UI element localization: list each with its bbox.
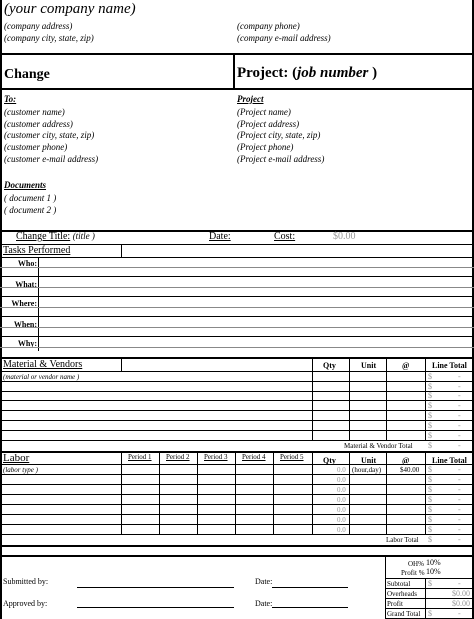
labor-col-qty: Qty (323, 456, 336, 465)
profit-label: Profit (387, 600, 403, 608)
grand-total-label: Grand Total (387, 610, 421, 618)
company-email: (company e-mail address) (237, 33, 331, 43)
project-heading: Project: (job number ) (237, 65, 378, 81)
submitted-date-field[interactable] (272, 587, 348, 588)
ohp-value: 10% (426, 558, 441, 567)
labor-period-1: Period 1 (128, 453, 152, 461)
change-heading: Change (4, 67, 50, 82)
change-title-value: (title ) (72, 231, 95, 241)
task-when-label: When: (13, 320, 37, 329)
approved-date-field[interactable] (272, 607, 348, 608)
task-where-label: Where: (11, 299, 37, 308)
customer-address: (customer address) (4, 119, 73, 129)
subtotal-value: - (458, 579, 461, 588)
labor-col-at: @ (402, 456, 410, 465)
change-row-bottom (0, 244, 474, 245)
customer-phone: (customer phone) (4, 142, 68, 152)
header-split (233, 53, 235, 88)
header-bottom (0, 88, 474, 90)
overheads-value: $0.00 (452, 589, 470, 598)
material-vendor-total-value: - (458, 441, 461, 450)
submitted-by-label: Submitted by: (3, 577, 49, 586)
header-divider (0, 53, 474, 55)
labor-type-placeholder: (labor type ) (3, 466, 38, 474)
subtotal-label: Subtotal (387, 580, 411, 588)
profit-pct-value: 10% (426, 567, 441, 576)
tasks-heading: Tasks Performed (3, 245, 71, 256)
project-address: (Project address) (237, 119, 300, 129)
materials-col-qty: Qty (323, 361, 336, 370)
ohp-label: OH% (408, 560, 424, 568)
submitted-date-label: Date: (255, 577, 273, 586)
company-name: (your company name) (4, 1, 136, 17)
project-phone: (Project phone) (237, 142, 294, 152)
frame-left (0, 0, 2, 619)
labor-total-label: Labor Total (386, 536, 419, 544)
task-who-label: Who: (17, 259, 37, 268)
task-what-label: What: (15, 280, 37, 289)
document-2: ( document 2 ) (4, 205, 57, 215)
change-order-form: (your company name) (company address) (company city, state, zip) (company phone) (company e-mail address) Change Project: (job number ) To: (customer name) (customer address) (customer city, state, zip) (customer phone) (customer e-mail address) Project (Project name) (Project address) (Project city, state, zip) (Project phone) (Project e-mail address) Documents ( document 1 ) ( document 2 ) Change Title: (title ) Date: Cost: $0.00 Tasks Performed Who: What: Where: When: Why: Material & Vendors Qty Unit @ Line Total (material or vendor name ) $ - $ - $ - $ - $ - $ - $ - Material & Vendor Total $ - Labor Period 1 Period 2 Period 3 Period 4 Period 5 Qty Unit @ Line Total (labor type ) 0.0 (hour,day) $40.00 $ - 0.0 $ - 0.0 $ - 0.0 $ - 0.0 $ - 0.0 $ - 0.0 $ - Labor Total $ - Submitted by: Date: Approved by: Date: OH% 10% Profit % 10% Subtotal $ - Overheads $0.00 Profit $0.00 Grand Total $ - (0, 0, 474, 619)
materials-heading: Material & Vendors (3, 359, 83, 370)
document-1: ( document 1 ) (4, 193, 57, 203)
labor-bottom (0, 545, 474, 547)
material-vendor-total-label: Material & Vendor Total (344, 442, 413, 450)
company-address: (company address) (4, 21, 73, 31)
project-email: (Project e-mail address) (237, 154, 325, 164)
summary-top (0, 555, 474, 557)
labor-period-5: Period 5 (280, 453, 304, 461)
project-name: (Project name) (237, 107, 291, 117)
grand-total-currency: $ (428, 609, 432, 618)
profit-pct-label: Profit % (401, 569, 425, 577)
materials-col-unit: Unit (361, 361, 377, 370)
submitted-by-field[interactable] (77, 587, 234, 588)
company-city: (company city, state, zip) (4, 33, 94, 43)
overheads-label: Overheads (387, 590, 417, 598)
company-phone: (company phone) (237, 21, 300, 31)
materials-col-at: @ (402, 361, 410, 370)
customer-email: (customer e-mail address) (4, 154, 99, 164)
labor-col-unit: Unit (361, 456, 377, 465)
labor-total-currency: $ (428, 535, 432, 544)
labor-period-3: Period 3 (204, 453, 228, 461)
project-city: (Project city, state, zip) (237, 130, 321, 140)
labor-col-total: Line Total (432, 456, 467, 465)
labor-period-4: Period 4 (242, 453, 266, 461)
approved-date-label: Date: (255, 599, 273, 608)
change-cost-label: Cost: (274, 231, 296, 242)
approved-by-field[interactable] (77, 607, 234, 608)
labor-total-value: - (458, 535, 461, 544)
profit-value: $0.00 (452, 599, 470, 608)
grand-total-value: - (458, 609, 461, 618)
task-why-label: Why: (17, 339, 37, 348)
subtotal-currency: $ (428, 579, 432, 588)
approved-by-label: Approved by: (3, 599, 48, 608)
change-title-label: Change Title: (title ) (16, 231, 95, 242)
change-date-label: Date: (209, 231, 231, 242)
materials-col-total: Line Total (432, 361, 467, 370)
project-label: Project (237, 94, 264, 104)
labor-period-2: Period 2 (166, 453, 190, 461)
to-label: To: (4, 94, 17, 104)
customer-city: (customer city, state, zip) (4, 130, 95, 140)
customer-name: (customer name) (4, 107, 65, 117)
change-cost-value: $0.00 (333, 231, 356, 242)
tasks-header-split (121, 244, 122, 257)
materials-bottom (0, 451, 474, 453)
documents-label: Documents (4, 180, 47, 190)
material-name-placeholder: (material or vendor name ) (3, 373, 80, 381)
labor-heading: Labor (3, 452, 30, 464)
tasks-header-bottom (0, 257, 474, 258)
material-vendor-total-currency: $ (428, 441, 432, 450)
